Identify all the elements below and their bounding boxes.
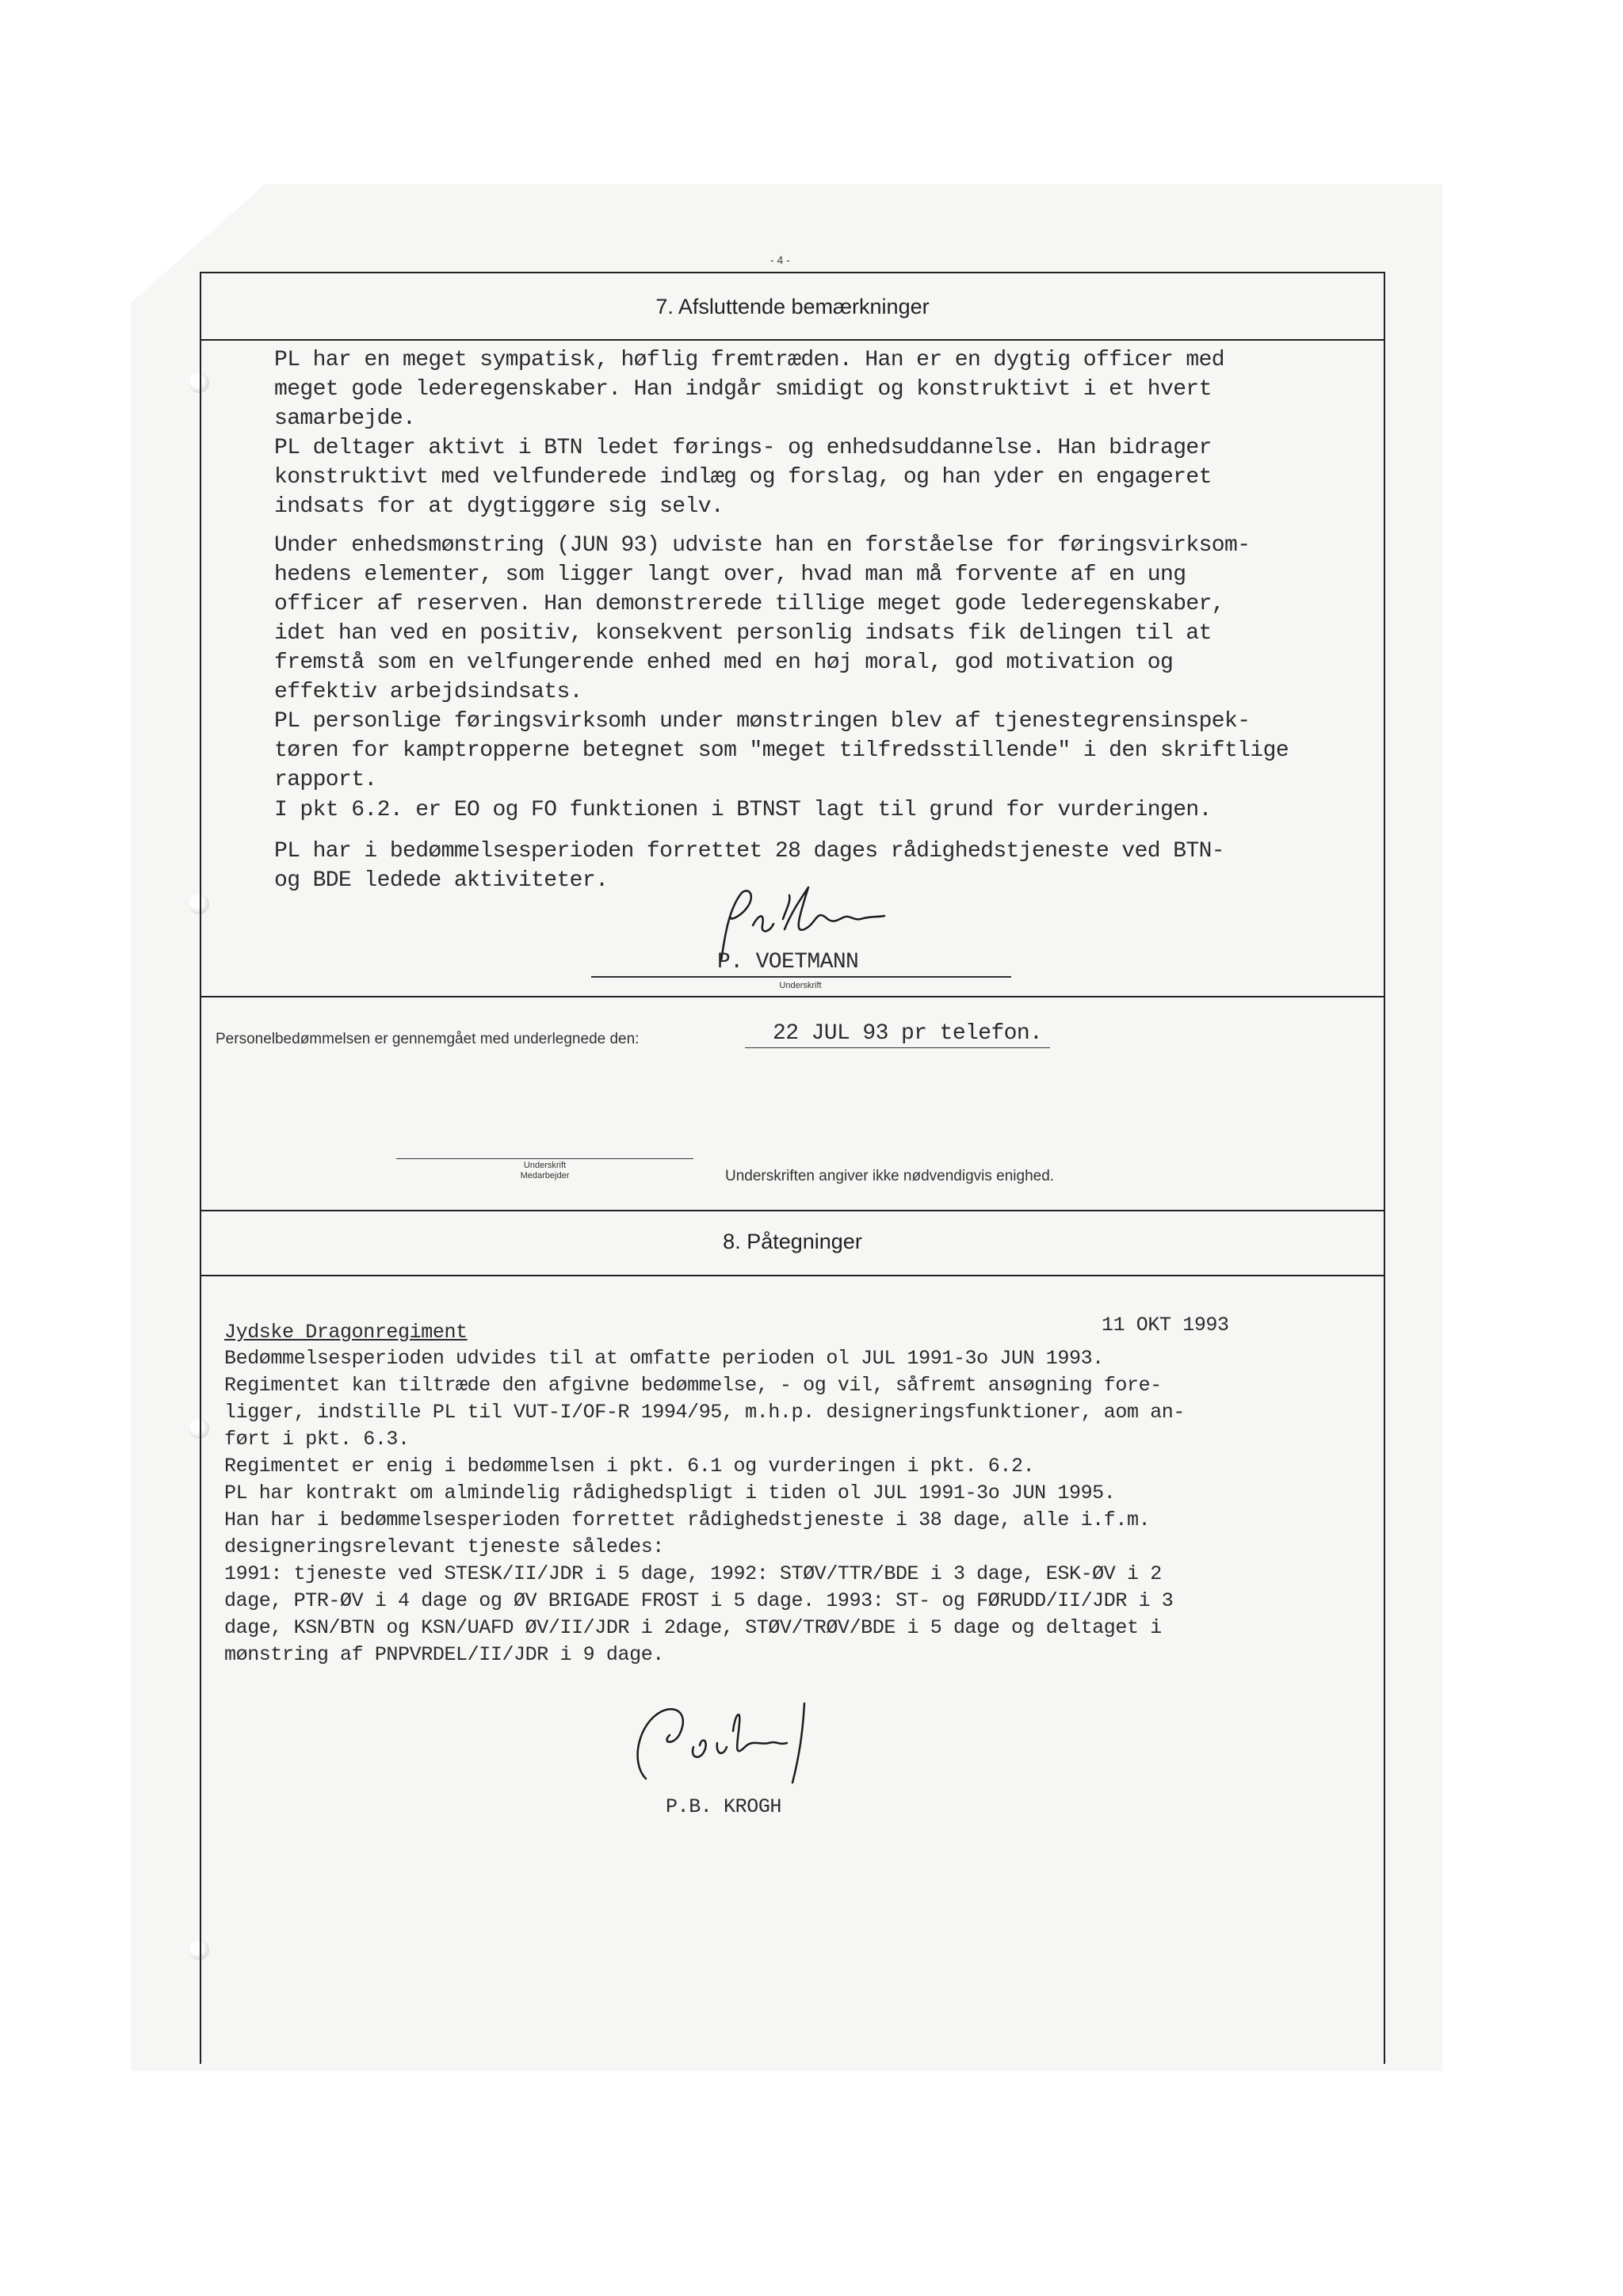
divider [200,996,1385,997]
section-8-date: 11 OKT 1993 [1102,1314,1229,1337]
section-8-title: 8. Påtegninger [723,1230,862,1253]
section-7-paragraph: Under enhedsmønstring (JUN 93) udviste han en forståelse for føringsvirksom- hedens elementer, som ligger langt over, hvad man må forvente af en ung officer af reserven. Han demonstrerede tillige meget gode lederegenskaber, idet han ved en positiv, konsekvent personlig indsats fik delingen til at fremstå som en velfungerende enhed med en høj moral, god motivation og effektiv arbejdsindsats. PL personlige føringsvirksomh under mønstringen blev af tjenestegrensinspek- tøren for kamptropperne betegnet som "meget tilfredsstillende" i den skriftlige rapport. [274,533,1289,792]
krogh-signature [614,1699,852,1794]
section-8-signatory: P.B. KROGH [666,1795,782,1818]
section-7-paragraph: PL har en meget sympatisk, høflig fremtræden. Han er en dygtig officer med meget gode lederegenskaber. Han indgår smidigt og konstruktivt i et hvert samarbejde. PL deltager aktivt i BTN ledet førings- og enhedsuddannelse. Han bidrager konstruktivt med velfunderede indlæg og forslag, og han yder en engageret indsats for at dygtiggøre sig selv. [274,348,1225,519]
employee-caption-line1: Underskrift [523,1161,567,1170]
employee-caption-line2: Medarbejder [520,1171,570,1180]
section-7-signatory: P. VOETMANN [717,950,859,974]
section-7-paragraph: PL har i bedømmelsesperioden forrettet 28 dages rådighedstjeneste ved BTN- og BDE ledede aktiviteter. [274,839,1225,893]
section-8-body: Bedømmelsesperioden udvides til at omfatte perioden ol JUL 1991-3o JUN 1993. Regimentet kan tiltræde den afgivne bedømmelse, - og vil, såfremt ansøgning fore- ligger, indstille PL til VUT-I/OF-R 1994/95, m.h.p. designeringsfunktioner, aom an- ført i pkt. 6.3. Regimentet er enig i bedømmelsen i pkt. 6.1 og vurderingen i pkt. 6.2. PL har kontrakt om almindelig rådighedspligt i tiden ol JUL 1991-3o JUN 1995. Han har i bedømmelsesperioden forrettet rådighedstjeneste i 38 dage, alle i.f.m. designeringsrelevant tjeneste således: 1991: tjeneste ved STESK/II/JDR i 5 dage, 1992: STØV/TTR/BDE i 3 dage, ESK-ØV i 2 dage, PTR-ØV i 4 dage og ØV BRIGADE FROST i 5 dage. 1993: ST- og FØRUDD/II/JDR i 3 dage, KSN/BTN og KSN/UAFD ØV/II/JDR i 2dage, STØV/TRØV/BDE i 5 dage og deltaget i mønstring af PNPVRDEL/II/JDR i 9 dage. [224,1347,1186,1666]
section-7-paragraph: I pkt 6.2. er EO og FO funktionen i BTNST lagt til grund for vurderingen. [274,798,1212,822]
review-label: Personelbedømmelsen er gennemgået med underlegnede den: [216,1031,640,1047]
signature-line [591,976,1011,978]
section-7-title: 7. Afsluttende bemærkninger [655,295,930,318]
section-8-regiment: Jydske Dragonregiment [224,1321,468,1344]
divider [200,1210,1385,1211]
review-date: 22 JUL 93 pr telefon. [773,1021,1043,1046]
divider [200,339,1385,341]
signature-note: Underskriften angiver ikke nødvendigvis enighed. [725,1168,1055,1184]
employee-signature-line [396,1158,693,1159]
divider [200,1275,1385,1276]
signature-caption: Underskrift [779,981,822,990]
page-number: - 4 - [770,254,790,266]
